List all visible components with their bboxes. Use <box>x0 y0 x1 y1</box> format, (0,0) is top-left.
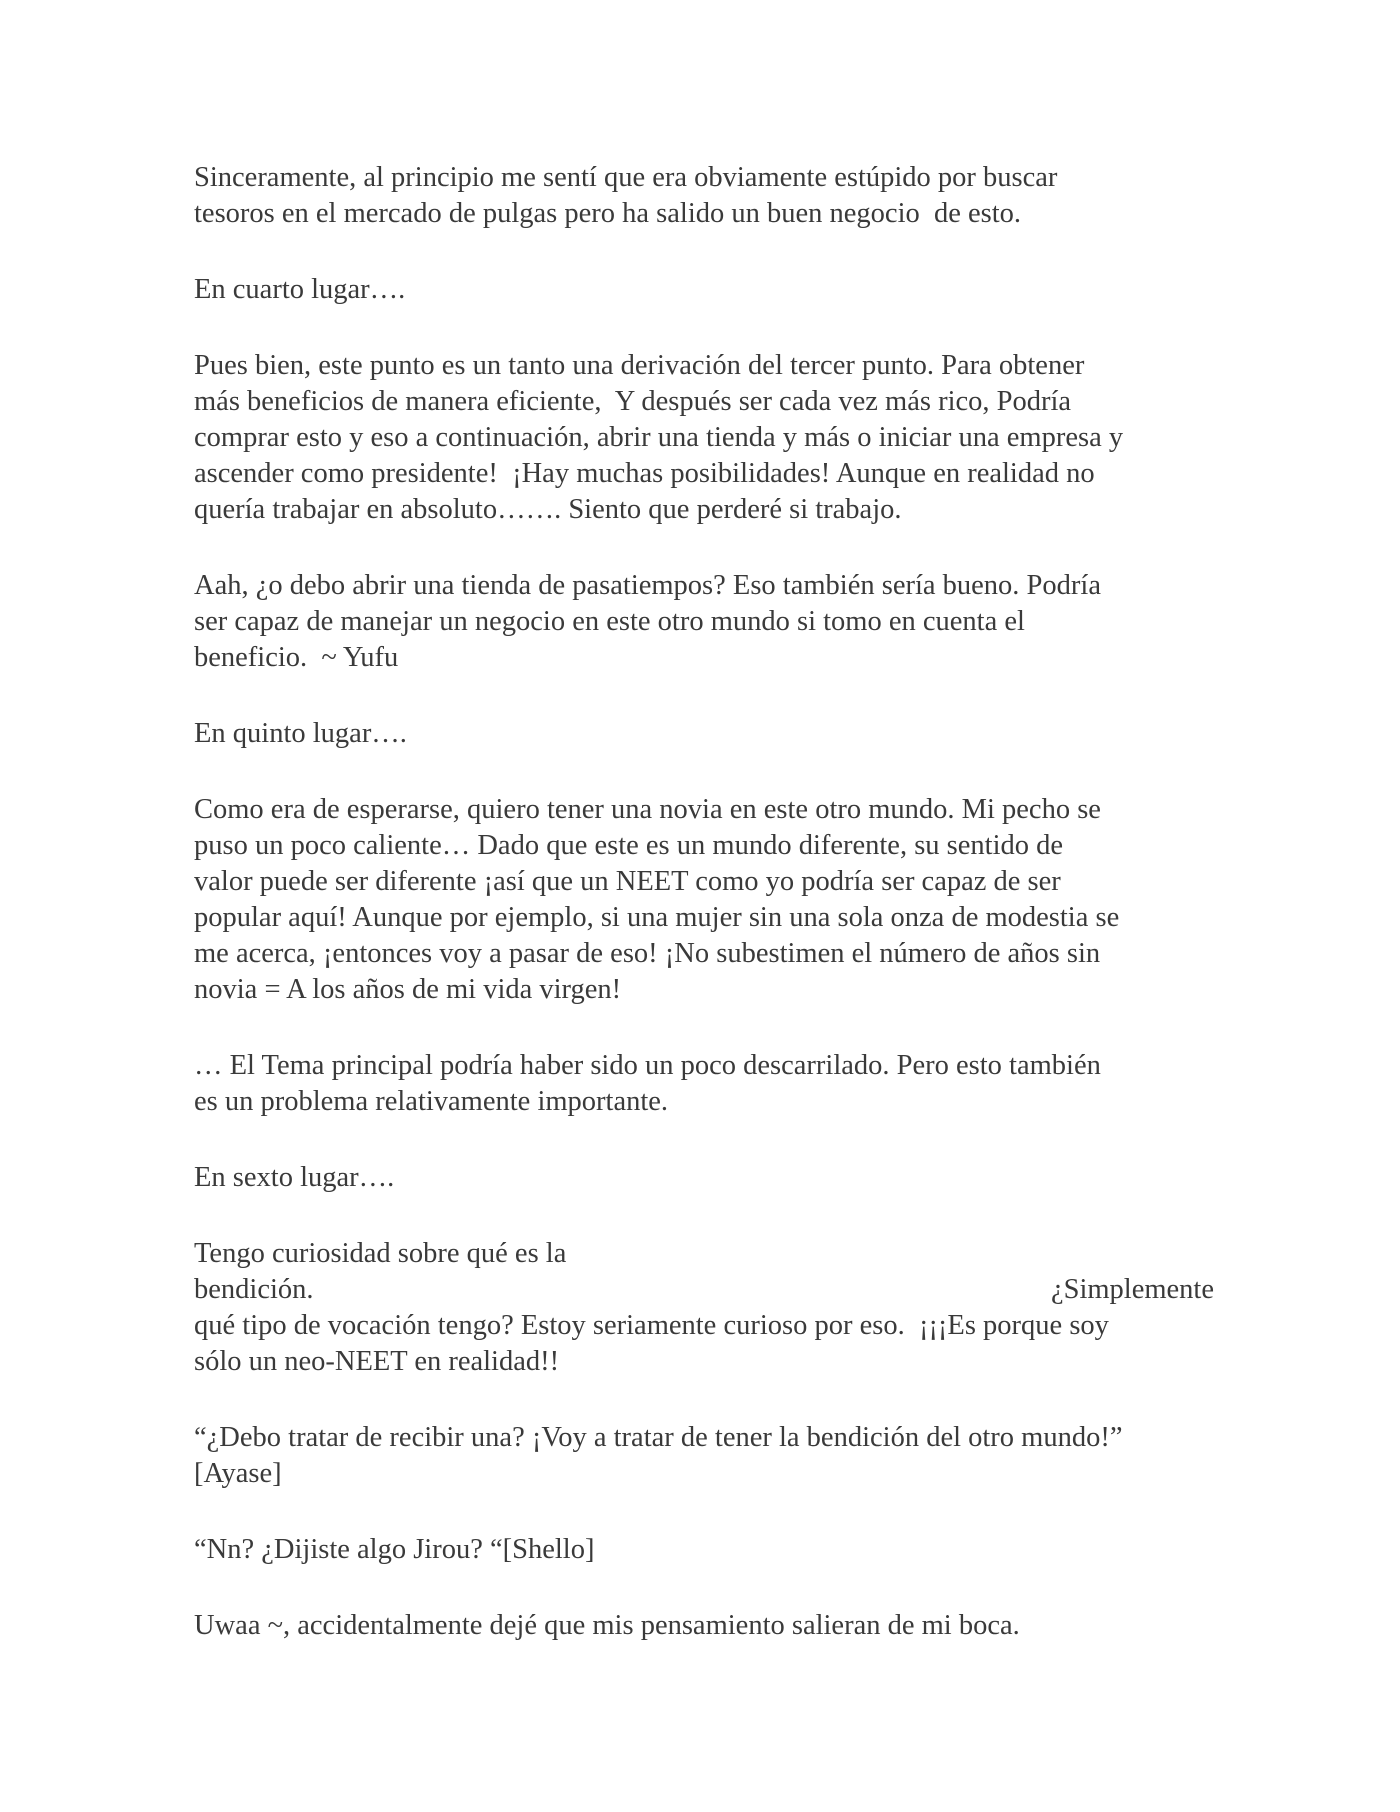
section-heading-fourth <box>194 272 1214 308</box>
paragraph-9 <box>194 1236 1214 1380</box>
text-line: valor puede ser diferente ¡así que un NEET como yo podría ser capaz de ser <box>194 866 1061 897</box>
paragraph-12 <box>194 1608 1214 1644</box>
text-line: novia = A los años de mi vida virgen! <box>194 974 622 1005</box>
text-line: En cuarto lugar…. <box>194 274 406 305</box>
text-line: ser capaz de manejar un negocio en este otro mundo si tomo en cuenta el <box>194 606 1025 637</box>
text-line: es un problema relativamente importante. <box>194 1086 669 1117</box>
text-line: “¿Debo tratar de recibir una? ¡Voy a tratar de tener la bendición del otro mundo!” <box>194 1422 1123 1453</box>
text-line: En sexto lugar…. <box>194 1162 395 1193</box>
text-line: “Nn? ¿Dijiste algo Jirou? “[Shello] <box>194 1534 595 1565</box>
section-heading-sixth <box>194 1160 1214 1196</box>
text-fragment-right: ¿Simplemente <box>1050 1274 1214 1305</box>
text-line: Aah, ¿o debo abrir una tienda de pasatiempos? Eso también sería bueno. Podría <box>194 570 1101 601</box>
paragraph-7 <box>194 1048 1214 1120</box>
text-line: me acerca, ¡entonces voy a pasar de eso! ¡No subestimen el número de años sin <box>194 938 1101 969</box>
text-line: Como era de esperarse, quiero tener una novia en este otro mundo. Mi pecho se <box>194 794 1101 825</box>
text-line: comprar esto y eso a continuación, abrir una tienda y más o iniciar una empresa y <box>194 422 1124 453</box>
text-line: beneficio. ~ Yufu <box>194 642 399 673</box>
paragraph-3 <box>194 348 1214 528</box>
text-line: [Ayase] <box>194 1458 282 1489</box>
text-line: En quinto lugar…. <box>194 718 407 749</box>
text-line: qué tipo de vocación tengo? Estoy seriamente curioso por eso. ¡¡¡Es porque soy <box>194 1310 1109 1341</box>
text-line: Tengo curiosidad sobre qué es la <box>194 1238 567 1269</box>
text-line: más beneficios de manera eficiente, Y después ser cada vez más rico, Podría <box>194 386 1072 417</box>
text-line: … El Tema principal podría haber sido un poco descarrilado. Pero esto también <box>194 1050 1101 1081</box>
paragraph-6 <box>194 792 1214 1008</box>
text-line: puso un poco caliente… Dado que este es un mundo diferente, su sentido de <box>194 830 1064 861</box>
text-fragment-left: bendición. <box>194 1274 314 1305</box>
text-line: sólo un neo-NEET en realidad!! <box>194 1346 560 1377</box>
text-line: Sinceramente, al principio me sentí que era obviamente estúpido por buscar <box>194 162 1058 193</box>
text-line: quería trabajar en absoluto……. Siento que perderé si trabajo. <box>194 494 902 525</box>
text-line: ascender como presidente! ¡Hay muchas posibilidades! Aunque en realidad no <box>194 458 1095 489</box>
text-line: Pues bien, este punto es un tanto una derivación del tercer punto. Para obtener <box>194 350 1085 381</box>
paragraph-1 <box>194 160 1214 232</box>
text-line-split <box>194 1272 1214 1308</box>
section-heading-fifth <box>194 716 1214 752</box>
text-line: popular aquí! Aunque por ejemplo, si una mujer sin una sola onza de modestia se <box>194 902 1120 933</box>
text-line: Uwaa ~, accidentalmente dejé que mis pensamiento salieran de mi boca. <box>194 1610 1020 1641</box>
dialogue-ayase <box>194 1420 1214 1492</box>
document-body <box>194 160 1214 1684</box>
text-line: tesoros en el mercado de pulgas pero ha salido un buen negocio de esto. <box>194 198 1022 229</box>
dialogue-shello <box>194 1532 1214 1568</box>
paragraph-4 <box>194 568 1214 676</box>
